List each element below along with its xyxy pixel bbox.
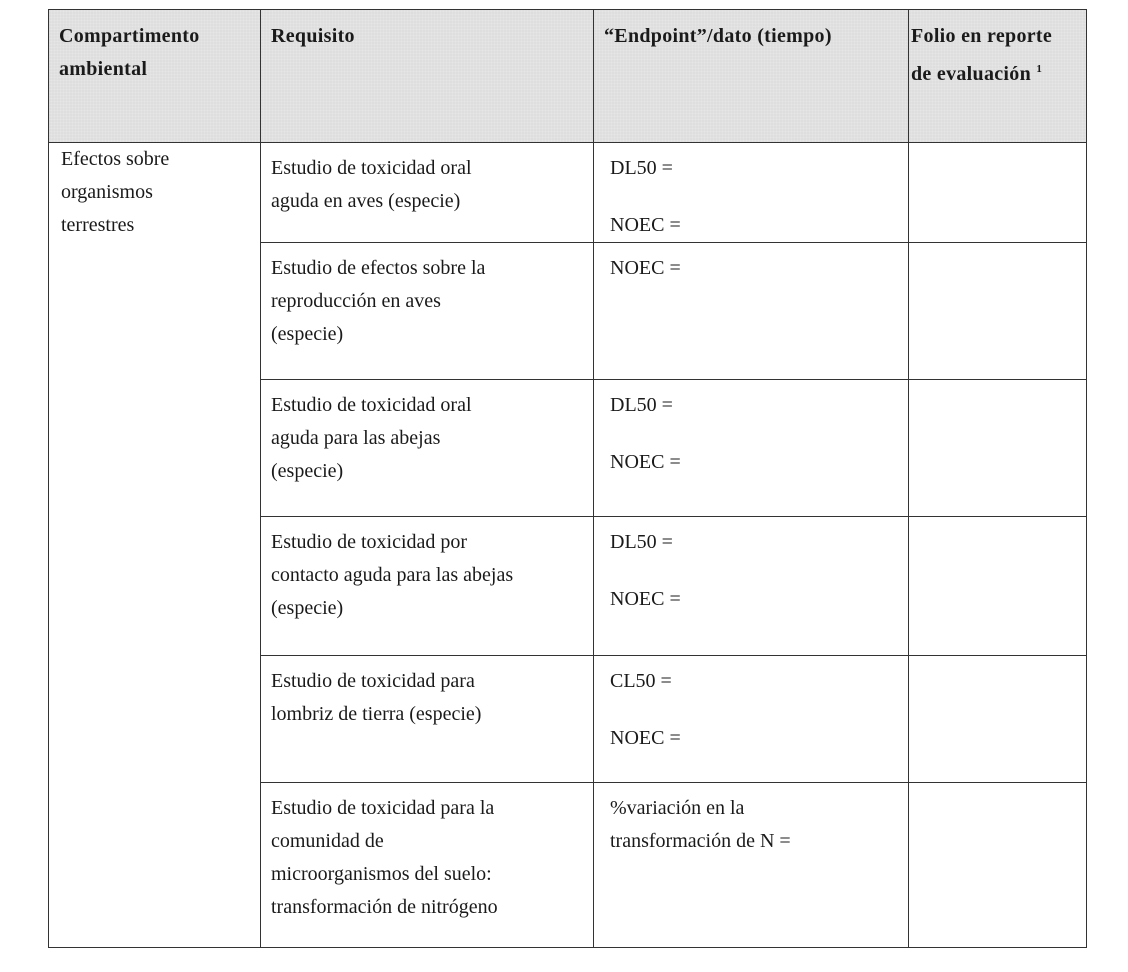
requirement-line: Estudio de toxicidad para — [271, 670, 475, 692]
header-folio-line-2 — [911, 53, 1084, 91]
header-compartment-line-2: ambiental — [59, 58, 148, 80]
header-row — [49, 10, 1087, 143]
footnote-marker: 1 — [1036, 63, 1043, 75]
requirement-line: transformación de nitrógeno — [271, 896, 498, 918]
folio-cell — [909, 783, 1087, 948]
requirement-cell — [261, 243, 594, 380]
requirement-line: aguda en aves (especie) — [271, 190, 461, 212]
header-requirement — [261, 10, 594, 143]
requirement-line: Estudio de efectos sobre la — [271, 257, 486, 279]
endpoint-variation-line-1: %variación en la — [610, 797, 745, 819]
header-requirement-text: Requisito — [271, 25, 355, 47]
requirement-line: Estudio de toxicidad por — [271, 531, 468, 553]
header-endpoint — [594, 10, 909, 143]
requirement-line: comunidad de — [271, 830, 384, 852]
header-folio-line-2-text: de evaluación — [911, 63, 1032, 85]
endpoint-cell — [594, 517, 909, 656]
folio-cell — [909, 656, 1087, 783]
endpoint-noec: NOEC = — [610, 451, 681, 473]
requirement-cell — [261, 380, 594, 517]
table-row — [49, 143, 1087, 243]
folio-cell — [909, 243, 1087, 380]
folio-cell — [909, 380, 1087, 517]
folio-cell — [909, 143, 1087, 243]
compartment-cell — [49, 143, 261, 948]
requirement-line: microorganismos del suelo: — [271, 863, 492, 885]
endpoint-noec: NOEC = — [610, 257, 681, 279]
header-folio — [909, 10, 1087, 143]
table-header — [49, 10, 1087, 143]
requirement-line: contacto aguda para las abejas — [271, 564, 514, 586]
folio-cell — [909, 517, 1087, 656]
requirement-line: reproducción en aves — [271, 290, 441, 312]
ecotoxicity-requirements-table — [48, 9, 1087, 948]
compartment-line-3: terrestres — [61, 214, 135, 236]
endpoint-variation-line-2: transformación de N = — [610, 830, 791, 852]
requirement-line: (especie) — [271, 323, 344, 345]
endpoint-dl50: DL50 = — [610, 531, 673, 553]
endpoint-dl50: DL50 = — [610, 157, 673, 179]
requirement-line: lombriz de tierra (especie) — [271, 703, 482, 725]
endpoint-dl50: DL50 = — [610, 394, 673, 416]
requirement-cell — [261, 143, 594, 243]
endpoint-cell — [594, 143, 909, 243]
table-body — [49, 143, 1087, 948]
requirement-line: aguda para las abejas — [271, 427, 441, 449]
header-folio-line-1: Folio en reporte — [911, 25, 1053, 47]
requirement-line: Estudio de toxicidad oral — [271, 394, 472, 416]
endpoint-noec: NOEC = — [610, 727, 681, 749]
requirement-line: (especie) — [271, 597, 344, 619]
endpoint-noec: NOEC = — [610, 214, 681, 236]
endpoint-noec: NOEC = — [610, 588, 681, 610]
compartment-line-2: organismos — [61, 181, 153, 203]
requirement-cell — [261, 783, 594, 948]
endpoint-cell — [594, 380, 909, 517]
endpoint-cell — [594, 243, 909, 380]
requirement-cell — [261, 656, 594, 783]
requirement-line: Estudio de toxicidad para la — [271, 797, 495, 819]
requirement-line: (especie) — [271, 460, 344, 482]
endpoint-cell — [594, 783, 909, 948]
requirement-line: Estudio de toxicidad oral — [271, 157, 472, 179]
header-compartment-line-1: Compartimento — [59, 25, 200, 47]
endpoint-cell — [594, 656, 909, 783]
header-compartment — [49, 10, 261, 143]
compartment-line-1: Efectos sobre — [61, 148, 170, 170]
endpoint-cl50: CL50 = — [610, 670, 672, 692]
header-endpoint-text: “Endpoint”/dato (tiempo) — [604, 25, 832, 47]
requirement-cell — [261, 517, 594, 656]
